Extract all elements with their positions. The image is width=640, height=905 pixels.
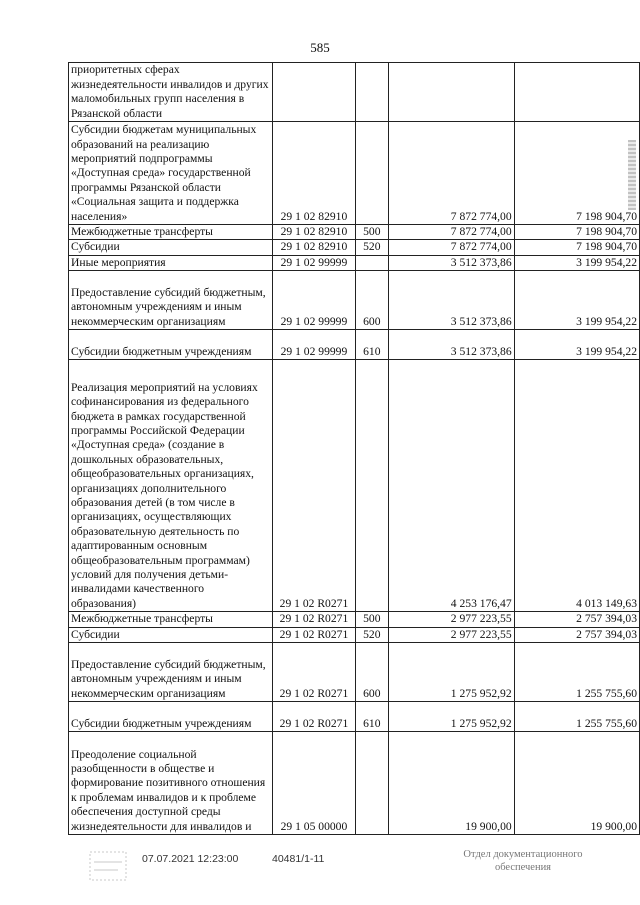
row-kcsr xyxy=(272,63,355,122)
row-sum-1: 4 253 176,47 xyxy=(388,360,514,612)
table-row xyxy=(69,627,640,642)
row-sum-2: 2 757 394,03 xyxy=(514,627,639,642)
row-sum-2: 1 255 755,60 xyxy=(514,702,639,732)
row-kcsr: 29 1 02 82910 xyxy=(272,225,355,240)
page-number: 585 xyxy=(310,40,330,55)
footer-timestamp: 07.07.2021 12:23:00 xyxy=(142,853,239,865)
row-vr xyxy=(356,360,388,612)
row-sum-2: 3 199 954,22 xyxy=(514,271,639,330)
table-row xyxy=(69,122,640,225)
footer-doc-code: 40481/1-11 xyxy=(272,853,325,865)
row-kcsr: 29 1 02 R0271 xyxy=(272,360,355,612)
row-sum-2: 3 199 954,22 xyxy=(514,330,639,360)
table-row xyxy=(69,330,640,360)
row-sum-2: 7 198 904,70 xyxy=(514,122,639,225)
seal-stamp-icon xyxy=(88,848,128,884)
row-name: Иные мероприятия xyxy=(69,255,273,270)
budget-table xyxy=(68,62,640,835)
row-sum-1: 3 512 373,86 xyxy=(388,255,514,270)
table-row xyxy=(69,612,640,627)
row-name: Субсидии xyxy=(69,627,273,642)
row-sum-1: 7 872 774,00 xyxy=(388,122,514,225)
row-sum-1: 3 512 373,86 xyxy=(388,330,514,360)
row-sum-1: 7 872 774,00 xyxy=(388,225,514,240)
row-kcsr: 29 1 02 82910 xyxy=(272,122,355,225)
row-vr: 600 xyxy=(356,643,388,702)
row-sum-2: 7 198 904,70 xyxy=(514,225,639,240)
row-sum-1: 1 275 952,92 xyxy=(388,702,514,732)
row-vr xyxy=(356,255,388,270)
row-name: Субсидии бюджетным учреждениям xyxy=(69,702,273,732)
scan-edge-mark xyxy=(628,140,636,210)
row-vr: 610 xyxy=(356,702,388,732)
row-kcsr: 29 1 02 99999 xyxy=(272,255,355,270)
department-stamp: Отдел документационного обеспечения xyxy=(463,849,583,873)
row-vr xyxy=(356,63,388,122)
row-kcsr: 29 1 02 R0271 xyxy=(272,627,355,642)
row-kcsr: 29 1 02 R0271 xyxy=(272,612,355,627)
row-kcsr: 29 1 02 R0271 xyxy=(272,702,355,732)
row-sum-2 xyxy=(514,63,639,122)
table-row xyxy=(69,360,640,612)
row-name: Субсидии бюджетам муниципальных образований на реализацию мероприятий подпрограммы «Доступная среда» государственной программы Рязанской области «Социальная защита и поддержка населения» xyxy=(69,122,273,225)
row-name: Межбюджетные трансферты xyxy=(69,612,273,627)
row-name: Реализация мероприятий на условиях софинансирования из федерального бюджета в рамках государственной программы Российской Федерации «Доступная среда» (создание в дошкольных образовательных, общеобразовательных организациях, организациях дополнительного образования детей (в том числе в организациях, осуществляющих образовательную деятельность по адаптированным основным общеобразовательным программам) условий для получения детьми-инвалидами качественного образования) xyxy=(69,360,273,612)
row-name: Предоставление субсидий бюджетным, автономным учреждениям и иным некоммерческим организациям xyxy=(69,643,273,702)
row-vr xyxy=(356,732,388,835)
row-kcsr: 29 1 02 R0271 xyxy=(272,643,355,702)
row-kcsr: 29 1 05 00000 xyxy=(272,732,355,835)
row-sum-1 xyxy=(388,63,514,122)
row-vr: 520 xyxy=(356,627,388,642)
row-name: Субсидии бюджетным учреждениям xyxy=(69,330,273,360)
table-row xyxy=(69,255,640,270)
row-sum-1: 7 872 774,00 xyxy=(388,240,514,255)
row-sum-2: 4 013 149,63 xyxy=(514,360,639,612)
table-row xyxy=(69,63,640,122)
row-vr: 500 xyxy=(356,612,388,627)
row-vr: 500 xyxy=(356,225,388,240)
row-kcsr: 29 1 02 99999 xyxy=(272,271,355,330)
row-sum-1: 3 512 373,86 xyxy=(388,271,514,330)
row-sum-2: 2 757 394,03 xyxy=(514,612,639,627)
row-sum-1: 19 900,00 xyxy=(388,732,514,835)
row-kcsr: 29 1 02 99999 xyxy=(272,330,355,360)
row-name: Субсидии xyxy=(69,240,273,255)
row-name: Межбюджетные трансферты xyxy=(69,225,273,240)
row-sum-2: 3 199 954,22 xyxy=(514,255,639,270)
row-name: приоритетных сферах жизнедеятельности инвалидов и других маломобильных групп населения в Рязанской области xyxy=(69,63,273,122)
row-vr: 610 xyxy=(356,330,388,360)
table-row xyxy=(69,643,640,702)
row-sum-2: 7 198 904,70 xyxy=(514,240,639,255)
row-vr: 600 xyxy=(356,271,388,330)
row-kcsr: 29 1 02 82910 xyxy=(272,240,355,255)
table-row xyxy=(69,271,640,330)
row-name: Предоставление субсидий бюджетным, автономным учреждениям и иным некоммерческим организациям xyxy=(69,271,273,330)
row-sum-1: 1 275 952,92 xyxy=(388,643,514,702)
row-sum-1: 2 977 223,55 xyxy=(388,612,514,627)
table-row xyxy=(69,240,640,255)
table-row xyxy=(69,732,640,835)
table-row xyxy=(69,225,640,240)
row-sum-1: 2 977 223,55 xyxy=(388,627,514,642)
row-sum-2: 1 255 755,60 xyxy=(514,643,639,702)
row-vr xyxy=(356,122,388,225)
row-sum-2: 19 900,00 xyxy=(514,732,639,835)
row-vr: 520 xyxy=(356,240,388,255)
table-row xyxy=(69,702,640,732)
row-name: Преодоление социальной разобщенности в обществе и формирование позитивного отношения к проблемам инвалидов и к проблеме обеспечения доступной среды жизнедеятельности для инвалидов и xyxy=(69,732,273,835)
